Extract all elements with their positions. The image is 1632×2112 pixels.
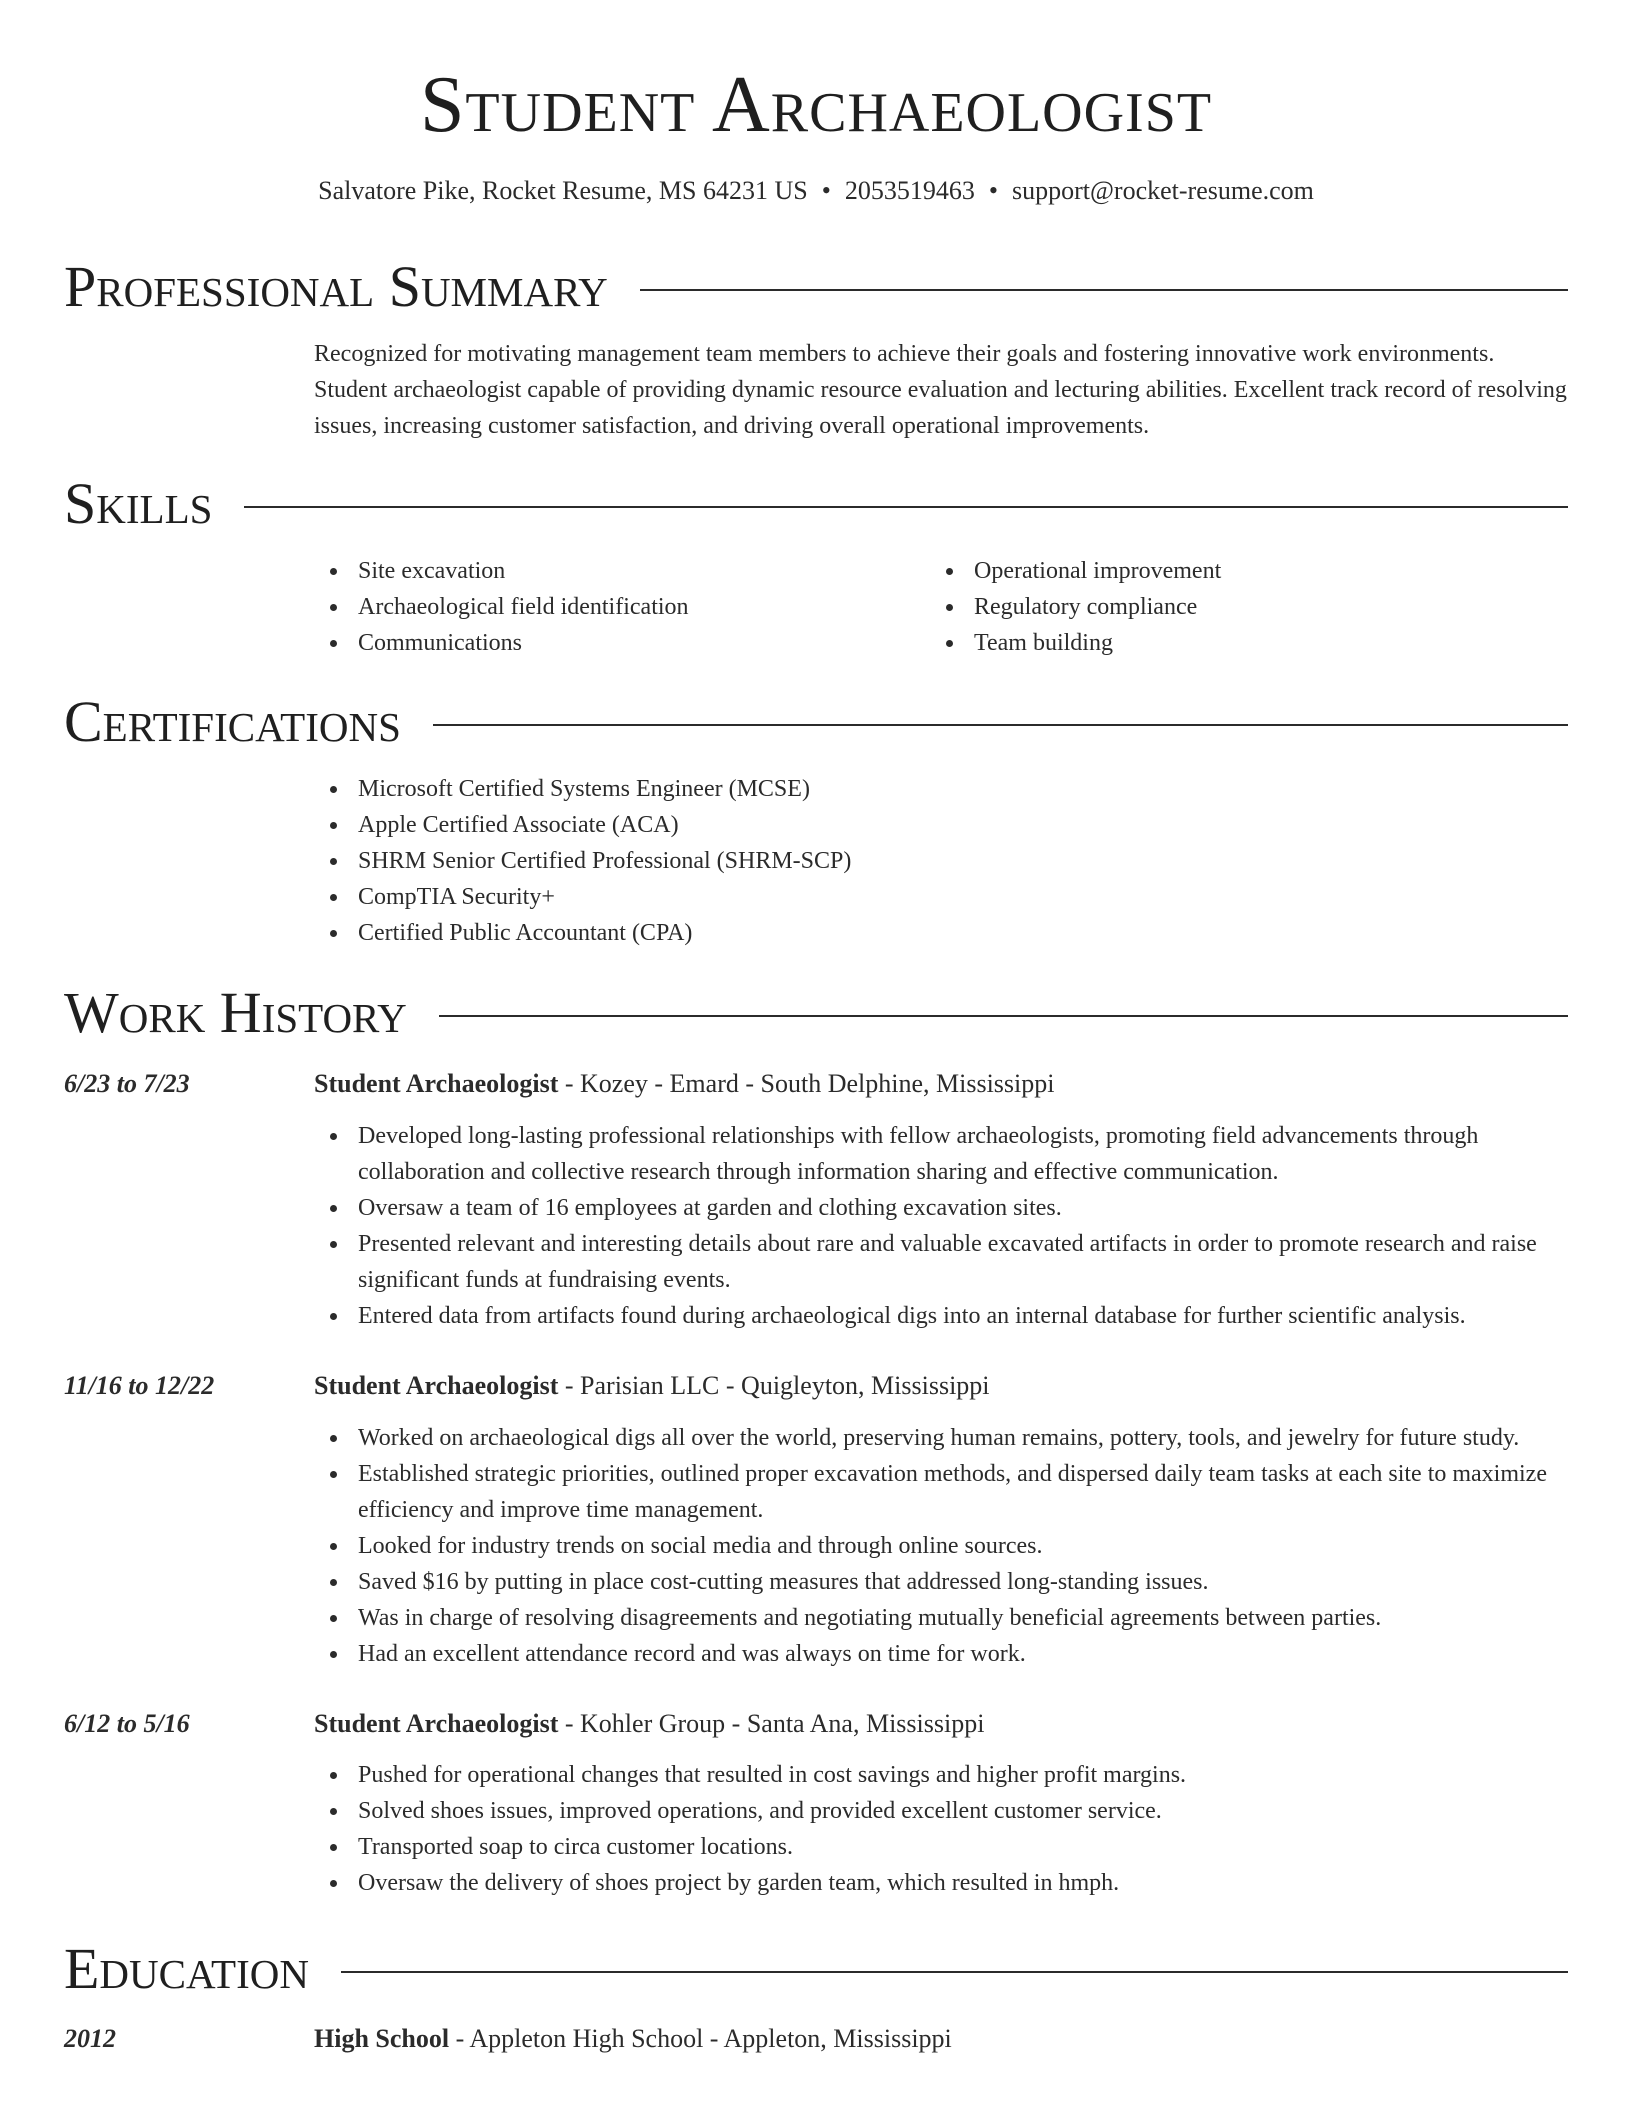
job-bullets <box>314 1118 1568 1334</box>
education-degree: High School <box>314 2024 450 2053</box>
job-bullet: Had an excellent attendance record and was always on time for work. <box>314 1636 1568 1672</box>
job-bullet: Transported soap to circa customer locations. <box>314 1829 1568 1865</box>
job-dates: 11/16 to 12/22 <box>64 1371 215 1400</box>
job-bullets <box>314 1757 1568 1901</box>
education-school: - Appleton High School - Appleton, Mississippi <box>449 2024 952 2053</box>
education-entry <box>64 2019 1568 2059</box>
job-dates: 6/23 to 7/23 <box>64 1069 190 1098</box>
skills-list-left <box>314 553 930 661</box>
certification-item: SHRM Senior Certified Professional (SHRM-SCP) <box>314 843 1568 879</box>
job-bullet: Was in charge of resolving disagreements and negotiating mutually beneficial agreements between parties. <box>314 1600 1568 1636</box>
skill-item: Regulatory compliance <box>930 589 1546 625</box>
section-certifications-title: Certifications <box>64 689 401 754</box>
certification-item: Microsoft Certified Systems Engineer (MCSE) <box>314 771 1568 807</box>
skill-item: Operational improvement <box>930 553 1546 589</box>
contact-line <box>0 174 1632 208</box>
job-bullets <box>314 1420 1568 1672</box>
section-certifications-header <box>64 689 1568 755</box>
skill-item: Team building <box>930 625 1546 661</box>
section-divider <box>244 506 1568 508</box>
education-year: 2012 <box>64 2024 116 2053</box>
section-skills-title: Skills <box>64 471 213 536</box>
job-title-line <box>314 1064 1054 1104</box>
job-bullet: Entered data from artifacts found during archaeological digs into an internal database for further scientific analysis. <box>314 1298 1568 1334</box>
section-divider <box>341 1971 1568 1973</box>
section-summary-title: Professional Summary <box>64 254 608 319</box>
job-bullet: Pushed for operational changes that resulted in cost savings and higher profit margins. <box>314 1757 1568 1793</box>
section-divider <box>640 289 1568 291</box>
job-title-line <box>314 1366 990 1406</box>
section-skills-header <box>64 471 1568 537</box>
section-divider <box>433 724 1568 726</box>
section-education-title: Education <box>64 1936 309 2001</box>
job-bullet: Established strategic priorities, outlined proper excavation methods, and dispersed daily team tasks at each site to maximize efficiency and improve time management. <box>314 1456 1568 1528</box>
certification-item: Certified Public Accountant (CPA) <box>314 915 1568 951</box>
skills-columns <box>314 553 1568 661</box>
section-work-title: Work History <box>64 980 407 1045</box>
job-title: Student Archaeologist <box>314 1371 559 1400</box>
contact-address: Salvatore Pike, Rocket Resume, MS 64231 US <box>318 176 808 205</box>
contact-separator: • <box>988 176 998 205</box>
job-employer: - Parisian LLC - Quigleyton, Mississippi <box>558 1371 990 1400</box>
certification-item: Apple Certified Associate (ACA) <box>314 807 1568 843</box>
job-bullet: Saved $16 by putting in place cost-cutting measures that addressed long-standing issues. <box>314 1564 1568 1600</box>
certifications-list <box>314 771 1568 951</box>
job-title-line <box>314 1704 984 1744</box>
job-bullet: Worked on archaeological digs all over the world, preserving human remains, pottery, tools, and jewelry for future study. <box>314 1420 1568 1456</box>
education-line <box>314 2019 952 2059</box>
section-education-header <box>64 1936 1568 2002</box>
job-bullet: Oversaw the delivery of shoes project by garden team, which resulted in hmph. <box>314 1865 1568 1901</box>
contact-phone: 2053519463 <box>844 176 975 205</box>
skill-item: Site excavation <box>314 553 930 589</box>
job-entry-header <box>64 1064 1568 1104</box>
job-bullet: Presented relevant and interesting details about rare and valuable excavated artifacts in order to promote research and raise significant funds at fundraising events. <box>314 1226 1568 1298</box>
job-bullet: Oversaw a team of 16 employees at garden and clothing excavation sites. <box>314 1190 1568 1226</box>
job-title: Student Archaeologist <box>314 1069 559 1098</box>
contact-email[interactable]: support@rocket-resume.com <box>1011 176 1314 205</box>
section-divider <box>439 1015 1568 1017</box>
skill-item: Archaeological field identification <box>314 589 930 625</box>
job-entry-header <box>64 1366 1568 1406</box>
section-work-header <box>64 980 1568 1046</box>
job-bullet: Looked for industry trends on social media and through online sources. <box>314 1528 1568 1564</box>
job-dates: 6/12 to 5/16 <box>64 1709 190 1738</box>
job-bullet: Solved shoes issues, improved operations, and provided excellent customer service. <box>314 1793 1568 1829</box>
job-entry-header <box>64 1704 1568 1744</box>
job-employer: - Kozey - Emard - South Delphine, Mississippi <box>558 1069 1055 1098</box>
resume-name: Student Archaeologist <box>419 61 1213 149</box>
skills-list-right <box>930 553 1546 661</box>
contact-separator: • <box>821 176 831 205</box>
job-title: Student Archaeologist <box>314 1709 559 1738</box>
section-summary-header <box>64 254 1568 320</box>
summary-text: Recognized for motivating management team members to achieve their goals and fostering innovative work environments. Student archaeologist capable of providing dynamic resource evaluation and lecturing abilities. Excellent track record of resolving issues, increasing customer satisfaction, and driving overall operational improvements. <box>314 341 1567 439</box>
skill-item: Communications <box>314 625 930 661</box>
certification-item: CompTIA Security+ <box>314 879 1568 915</box>
job-employer: - Kohler Group - Santa Ana, Mississippi <box>558 1709 985 1738</box>
job-bullet: Developed long-lasting professional relationships with fellow archaeologists, promoting field advancements through collaboration and collective research through information sharing and effective communication. <box>314 1118 1568 1190</box>
